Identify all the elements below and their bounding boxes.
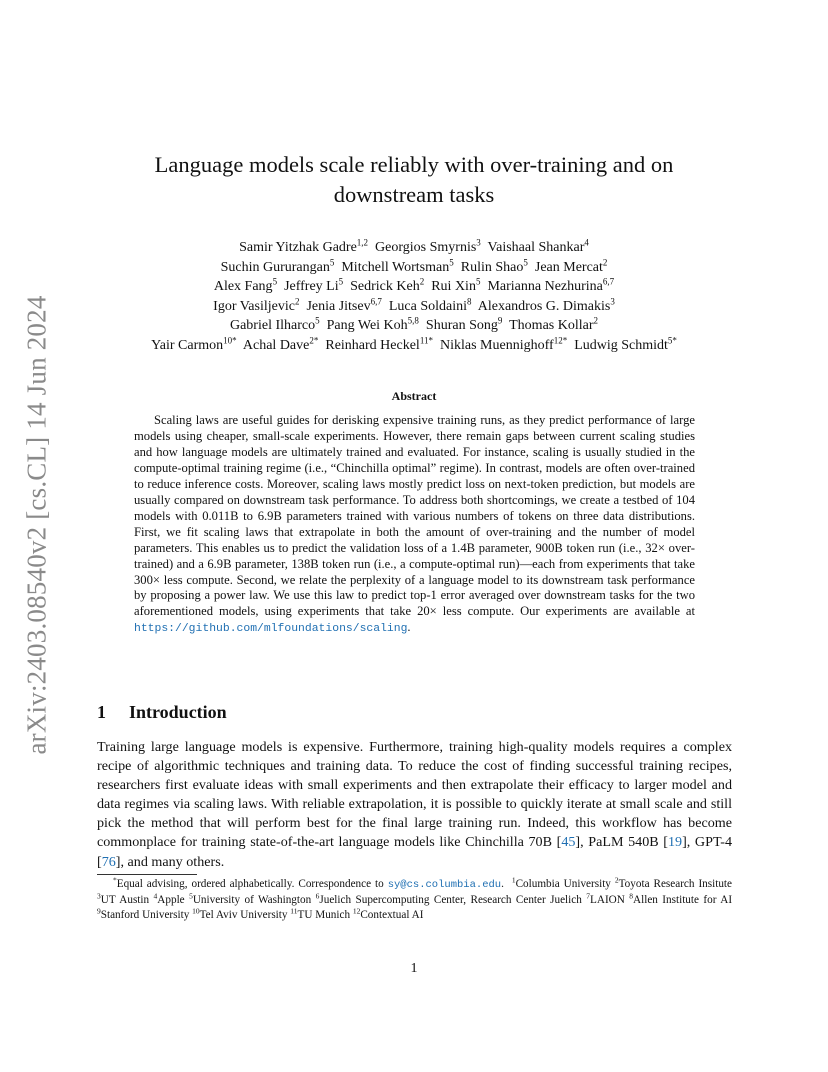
- author-line: [80, 258, 748, 278]
- abstract-text: Scaling laws are useful guides for derisking expensive training runs, as they predict performance of large models using cheaper, small-scale experiments. However, there remain gaps between current scaling studies and how language models are ultimately trained and evaluated. For instance, scaling is usually studied in the compute-optimal training regime (i.e., “Chinchilla optimal” regime). In contrast, models are often over-trained to reduce inference costs. Moreover, scaling laws mostly predict loss on next-token prediction, but models are usually compared on downstream task performance. To address both shortcomings, we create a testbed of 104 models with 0.011B to 6.9B parameters trained with various numbers of tokens on three data distributions. First, we fit scaling laws that extrapolate in both the amount of over-training and the number of model parameters. This enables us to predict the validation loss of a 1.4B parameter, 900B token run (i.e., 32× over-trained) and a 6.9B parameter, 138B token run (i.e., a compute-optimal run)—each from experiments that take 300× less compute. Second, we relate the perplexity of a language model to its downstream task performance by proposing a power law. We use this law to predict top-1 error averaged over downstream tasks for the two aforementioned models, using experiments that take 20× less compute. Our experiments are available at: [134, 413, 695, 619]
- affiliation-name: University of Washington: [192, 894, 312, 907]
- intro-text: Training large language models is expensive. Furthermore, training high-quality models requires a complex recipe of algorithmic techniques and training data. To reduce the cost of finding successful training recipes, researchers first evaluate ideas with small experiments and then extrapolate their efficacy to larger model and data regimes via scaling laws. With reliable extrapolation, it is possible to quickly iterate at small scale and still pick the method that will perform best for the final large training run. Indeed, this workflow has become commonplace for training state-of-the-art language models like Chinchilla 70B [: [97, 739, 732, 851]
- author-affiliation: 5: [338, 276, 344, 287]
- section-number: 1: [97, 702, 106, 722]
- footnote: [97, 877, 732, 924]
- affiliation-name: Juelich Supercomputing Center, Research Center Juelich: [319, 894, 582, 907]
- affiliation-name: Allen Institute for AI: [633, 894, 733, 907]
- author-affiliation: 8: [467, 296, 472, 307]
- section-heading: [97, 702, 227, 723]
- intro-text: ], GPT-4 [: [97, 834, 732, 870]
- author-affiliation: 6,7: [370, 296, 382, 307]
- author-affiliation: 4: [584, 237, 589, 248]
- affiliation-number: 12: [352, 906, 361, 916]
- author-affiliation: 5*: [667, 335, 677, 346]
- author-line: [80, 336, 748, 356]
- author-name: Jeffrey Li: [284, 279, 339, 295]
- affiliation-number: 11: [290, 906, 298, 916]
- author-affiliation: 3: [610, 296, 615, 307]
- footnote-text: Equal advising, ordered alphabetically. Correspondence to: [116, 878, 388, 890]
- affiliation-number: 3: [97, 891, 101, 901]
- author-affiliation: 11*: [419, 335, 433, 346]
- affiliation-number: 2: [614, 875, 619, 885]
- affiliation-name: Toyota Research Insitute: [618, 878, 733, 890]
- citation-link[interactable]: 76: [101, 853, 116, 870]
- intro-text: ], PaLM 540B [: [575, 834, 668, 851]
- author-name: Suchin Gururangan: [220, 259, 330, 275]
- affiliation-name: Apple: [157, 894, 185, 907]
- affiliation-number: 7: [586, 891, 591, 901]
- citation-link[interactable]: 45: [561, 834, 576, 851]
- affiliation-number: 8: [629, 891, 634, 901]
- author-affiliation: 5: [475, 276, 481, 287]
- affiliation-name: UT Austin: [100, 894, 150, 907]
- author-name: Reinhard Heckel: [325, 337, 420, 353]
- author-name: Jean Mercat: [534, 259, 603, 275]
- affiliation-name: LAION: [590, 894, 625, 907]
- author-name: Achal Dave: [242, 337, 310, 353]
- author-name: Ludwig Schmidt: [574, 337, 668, 353]
- author-affiliation: 5: [272, 276, 278, 287]
- correspondence-email[interactable]: sy@cs.columbia.edu: [387, 879, 502, 891]
- author-name: Igor Vasiljevic: [213, 298, 295, 314]
- page-number: 1: [410, 961, 418, 976]
- author-name: Pang Wei Koh: [326, 318, 408, 334]
- affiliation-number: 10: [192, 906, 200, 916]
- author-name: Niklas Muennighoff: [440, 337, 554, 353]
- author-line: [80, 277, 748, 297]
- author-name: Rui Xin: [431, 279, 476, 295]
- affiliation-number: 6: [315, 891, 320, 901]
- affiliation-number: 9: [97, 906, 101, 916]
- repository-link[interactable]: https://github.com/mlfoundations/scaling: [134, 623, 408, 636]
- author-affiliation: 12*: [553, 335, 568, 346]
- paper-title: Language models scale reliably with over-training and on downstream tasks: [154, 152, 674, 207]
- author-line: [80, 238, 748, 258]
- author-line: [80, 297, 748, 317]
- author-affiliation: 2: [593, 315, 598, 326]
- author-affiliation: 6,7: [602, 276, 615, 287]
- author-name: Alex Fang: [213, 279, 273, 295]
- author-name: Marianna Nezhurina: [487, 279, 603, 295]
- author-affiliation: 2*: [309, 335, 319, 346]
- author-affiliation: 2: [294, 296, 300, 307]
- author-name: Thomas Kollar: [509, 318, 594, 334]
- affiliation-number: 5: [189, 891, 193, 901]
- affiliation-name: Stanford University: [100, 909, 190, 922]
- author-name: Shuran Song: [425, 318, 498, 334]
- affiliation-name: TU Munich: [297, 909, 351, 922]
- author-affiliation: 5,8: [407, 315, 419, 326]
- author-line: [80, 316, 748, 336]
- author-affiliation: 1,2: [356, 237, 369, 248]
- affiliation-name: Tel Aviv University: [199, 909, 288, 922]
- author-name: Luca Soldaini: [388, 298, 467, 314]
- author-affiliation: 2: [602, 256, 608, 267]
- footnote-mark: *: [113, 875, 117, 885]
- author-name: Yair Carmon: [151, 337, 224, 353]
- author-list: [80, 238, 748, 356]
- arxiv-sidebar-stamp: [10, 290, 64, 760]
- author-affiliation: 5: [449, 256, 454, 267]
- author-name: Vaishaal Shankar: [487, 240, 585, 255]
- introduction-paragraph: [97, 738, 732, 872]
- section-title: Introduction: [129, 702, 227, 722]
- author-name: Rulin Shao: [460, 259, 524, 275]
- affiliation-name: Contextual AI: [360, 909, 424, 922]
- author-affiliation: 9: [497, 315, 503, 326]
- footnote-divider: [97, 874, 197, 875]
- abstract-end: .: [407, 620, 411, 635]
- author-name: Sedrick Keh: [350, 279, 420, 295]
- author-affiliation: 5: [523, 256, 528, 267]
- author-affiliation: 10*: [223, 335, 237, 346]
- author-name: Mitchell Wortsman: [341, 259, 450, 275]
- author-affiliation: 5: [329, 256, 335, 267]
- affiliation-name: Columbia University: [515, 878, 611, 890]
- author-name: Georgios Smyrnis: [375, 240, 477, 255]
- footnote-dot: .: [501, 878, 504, 890]
- abstract-heading: Abstract: [391, 389, 437, 403]
- author-name: Gabriel Ilharco: [229, 318, 316, 334]
- affiliation-number: 4: [153, 891, 158, 901]
- author-name: Jenia Jitsev: [306, 298, 371, 314]
- author-affiliation: 2: [419, 276, 425, 287]
- arxiv-identifier: arXiv:2403.08540v2 [cs.CL] 14 Jun 2024: [21, 295, 52, 755]
- author-name: Samir Yitzhak Gadre: [239, 240, 357, 255]
- author-name: Alexandros G. Dimakis: [477, 298, 611, 314]
- author-affiliation: 3: [476, 237, 481, 248]
- citation-link[interactable]: 19: [667, 834, 683, 851]
- affiliation-number: 1: [511, 875, 516, 885]
- author-affiliation: 5: [315, 315, 320, 326]
- intro-text: ], and many others.: [115, 853, 225, 870]
- abstract-body: [134, 413, 695, 638]
